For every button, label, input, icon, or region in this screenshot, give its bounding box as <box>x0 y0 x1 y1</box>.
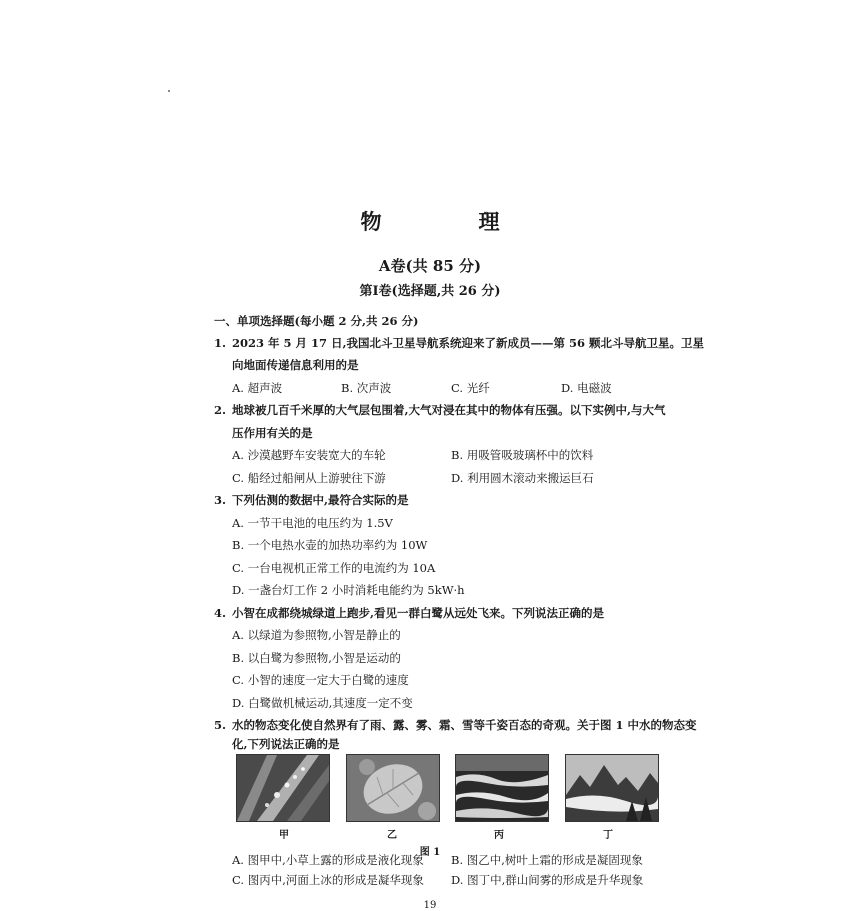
photo-dew-on-grass <box>236 754 330 822</box>
question-text: 水的物态变化使自然界有了雨、露、雾、霜、雪等千姿百态的奇观。关于图 1 中水的物态变 <box>232 718 697 732</box>
option: C. 船经过船闸从上游驶往下游 <box>232 471 386 485</box>
question-number: 5. <box>214 718 227 732</box>
option: D. 白鹭做机械运动,其速度一定不变 <box>232 696 413 710</box>
question-text: 下列估测的数据中,最符合实际的是 <box>232 493 409 507</box>
scan-speck <box>168 90 170 92</box>
figure-caption: 丁 <box>603 830 613 841</box>
option: B. 图乙中,树叶上霜的形成是凝固现象 <box>451 853 643 867</box>
option: B. 以白鹭为参照物,小智是运动的 <box>232 651 401 665</box>
photo-frost-on-leaf <box>346 754 440 822</box>
option: C. 光纤 <box>451 381 490 395</box>
figure-label: 图 1 <box>419 847 441 858</box>
option: B. 用吸管吸玻璃杯中的饮料 <box>451 448 594 462</box>
option: A. 一节干电池的电压约为 1.5V <box>232 516 393 530</box>
question-text: 向地面传递信息利用的是 <box>232 358 359 372</box>
option: B. 一个电热水壶的加热功率约为 10W <box>232 538 428 552</box>
question-text: 化,下列说法正确的是 <box>232 737 340 751</box>
photo-ice-on-river <box>455 754 549 822</box>
option: C. 一台电视机正常工作的电流约为 10A <box>232 561 436 575</box>
page-title: 物 理 <box>360 209 538 234</box>
figure-caption: 甲 <box>279 830 289 841</box>
figure-caption: 丙 <box>494 830 504 841</box>
option: C. 图丙中,河面上冰的形成是凝华现象 <box>232 873 424 887</box>
photo-fog-in-mountains <box>565 754 659 822</box>
option: A. 以绿道为参照物,小智是静止的 <box>232 628 401 642</box>
option: C. 小智的速度一定大于白鹭的速度 <box>232 673 409 687</box>
figure-caption: 乙 <box>387 830 397 841</box>
option: D. 图丁中,群山间雾的形成是升华现象 <box>451 873 644 887</box>
question-text: 小智在成都绕城绿道上跑步,看见一群白鹭从远处飞来。下列说法正确的是 <box>232 606 604 620</box>
option: A. 图甲中,小草上露的形成是液化现象 <box>232 853 424 867</box>
question-number: 2. <box>214 403 227 417</box>
option: A. 沙漠越野车安装宽大的车轮 <box>232 448 386 462</box>
question-text: 压作用有关的是 <box>232 426 313 440</box>
question-number: 1. <box>214 336 227 350</box>
section-heading: 一、单项选择题(每小题 2 分,共 26 分) <box>214 314 419 328</box>
question-number: 4. <box>214 606 227 620</box>
option: A. 超声波 <box>232 381 283 395</box>
volume-heading: A卷(共 85 分) <box>378 257 482 275</box>
option: D. 利用圆木滚动来搬运巨石 <box>451 471 594 485</box>
page-number: 19 <box>423 900 437 911</box>
part-heading: 第Ⅰ卷(选择题,共 26 分) <box>359 284 501 299</box>
option: D. 一盏台灯工作 2 小时消耗电能约为 5kW·h <box>232 583 465 597</box>
question-text: 地球被几百千米厚的大气层包围着,大气对浸在其中的物体有压强。以下实例中,与大气 <box>232 403 666 417</box>
question-text: 2023 年 5 月 17 日,我国北斗卫星导航系统迎来了新成员——第 56 颗北斗导航卫星。卫星 <box>232 336 705 350</box>
option: B. 次声波 <box>341 381 392 395</box>
option: D. 电磁波 <box>561 381 612 395</box>
question-number: 3. <box>214 493 227 507</box>
